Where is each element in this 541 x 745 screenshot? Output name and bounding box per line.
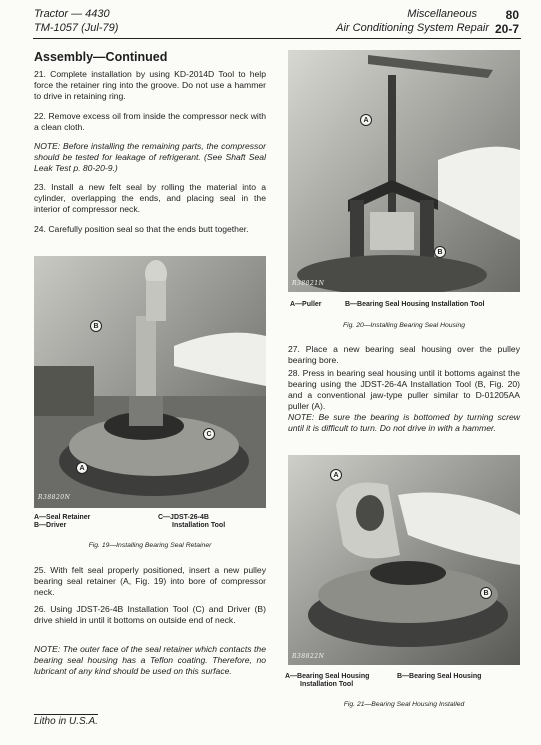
header-page-section: 80 bbox=[505, 8, 519, 22]
fig21-caption: Fig. 21—Bearing Seal Housing Installed bbox=[343, 701, 465, 708]
note-leak-test: NOTE: Before installing the remaining parts, the compressor should be tested for leakage of refrigerant. (See Shaft Seal Leak Test p. 80-20-9.) bbox=[34, 141, 266, 174]
fig20-illustration bbox=[288, 50, 520, 292]
header-manual-code: TM-1057 (Jul-79) bbox=[34, 22, 119, 34]
step-23: 23. Install a new felt seal by rolling the material into a cylinder, overlapping the ends, and placing seal in the interior of compressor neck. bbox=[34, 182, 266, 215]
step-22: 22. Remove excess oil from inside the compressor neck with a clean cloth. bbox=[34, 111, 266, 133]
fig19-callout-b: B bbox=[90, 320, 102, 332]
fig19-photo-code: R38820N bbox=[38, 494, 71, 501]
fig21-photo-code: R38822N bbox=[292, 653, 325, 660]
step-25: 25. With felt seal properly positioned, insert a new pulley bearing seal retainer (A, Fig. 19) into bore of compressor neck. bbox=[34, 565, 266, 598]
fig20-caption: Fig. 20—Installing Bearing Seal Housing bbox=[342, 322, 466, 329]
fig20-legend-a: A—Puller bbox=[290, 301, 322, 308]
fig19-caption: Fig. 19—Installing Bearing Seal Retainer bbox=[88, 542, 212, 549]
fig19-legend-c-line2: Installation Tool bbox=[172, 522, 226, 529]
step-28: 28. Press in bearing seal housing until it bottoms against the bearing using the JDST-26-4A Installation Tool (B, Fig. 20) and a conventional jaw-type puller similar to D-01205AA puller (A). bbox=[288, 368, 520, 412]
step-21: 21. Complete installation by using KD-2014D Tool to help force the retainer ring into the groove. Do not use a hammer to drive in retaining ring. bbox=[34, 69, 266, 102]
fig20-photo bbox=[288, 50, 520, 292]
fig21-legend-a: A—Bearing Seal Housing bbox=[285, 673, 370, 680]
header-model: Tractor — 4430 bbox=[34, 8, 110, 20]
fig19-callout-a: A bbox=[76, 462, 88, 474]
fig21-legend-b: B—Bearing Seal Housing bbox=[397, 673, 482, 680]
footer-litho: Litho in U.S.A. bbox=[34, 716, 98, 727]
note-teflon: NOTE: The outer face of the seal retainer which contacts the bearing seal housing has a Teflon coating. Therefore, no lubricant of any kind should be used on this surface. bbox=[34, 644, 266, 677]
header-page-number: 20-7 bbox=[494, 22, 519, 36]
step-24: 24. Carefully position seal so that the ends butt together. bbox=[34, 224, 249, 234]
header-rule bbox=[33, 38, 521, 39]
fig19-legend-a: A—Seal Retainer bbox=[34, 514, 91, 521]
fig21-legend-a-line2: Installation Tool bbox=[300, 681, 354, 688]
fig20-legend-b: B—Bearing Seal Housing Installation Tool bbox=[345, 301, 485, 308]
section-title: Assembly—Continued bbox=[34, 50, 168, 64]
fig20-photo-code: R38821N bbox=[292, 280, 325, 287]
fig19-callout-c: C bbox=[203, 428, 215, 440]
header-subsection: Air Conditioning System Repair bbox=[336, 22, 489, 34]
header-section: Miscellaneous bbox=[407, 8, 477, 20]
fig19-legend-c: C—JDST-26-4B bbox=[158, 514, 209, 521]
note-bottomed: NOTE: Be sure the bearing is bottomed by turning screw until it is difficult to turn. Do not drive in with a hammer. bbox=[288, 412, 520, 434]
fig21-illustration bbox=[288, 455, 520, 665]
fig19-legend-b: B—Driver bbox=[34, 522, 67, 529]
step-26: 26. Using JDST-26-4B Installation Tool (C) and Driver (B) drive shield in until it bottoms on outside end of neck. bbox=[34, 604, 266, 626]
fig21-callout-b: B bbox=[480, 587, 492, 599]
fig20-callout-b: B bbox=[434, 246, 446, 258]
fig19-illustration bbox=[34, 256, 266, 508]
fig20-callout-a: A bbox=[360, 114, 372, 126]
fig21-photo bbox=[288, 455, 520, 665]
fig19-photo bbox=[34, 256, 266, 508]
fig21-callout-a: A bbox=[330, 469, 342, 481]
step-27: 27. Place a new bearing seal housing over the pulley bearing bore. bbox=[288, 344, 520, 366]
